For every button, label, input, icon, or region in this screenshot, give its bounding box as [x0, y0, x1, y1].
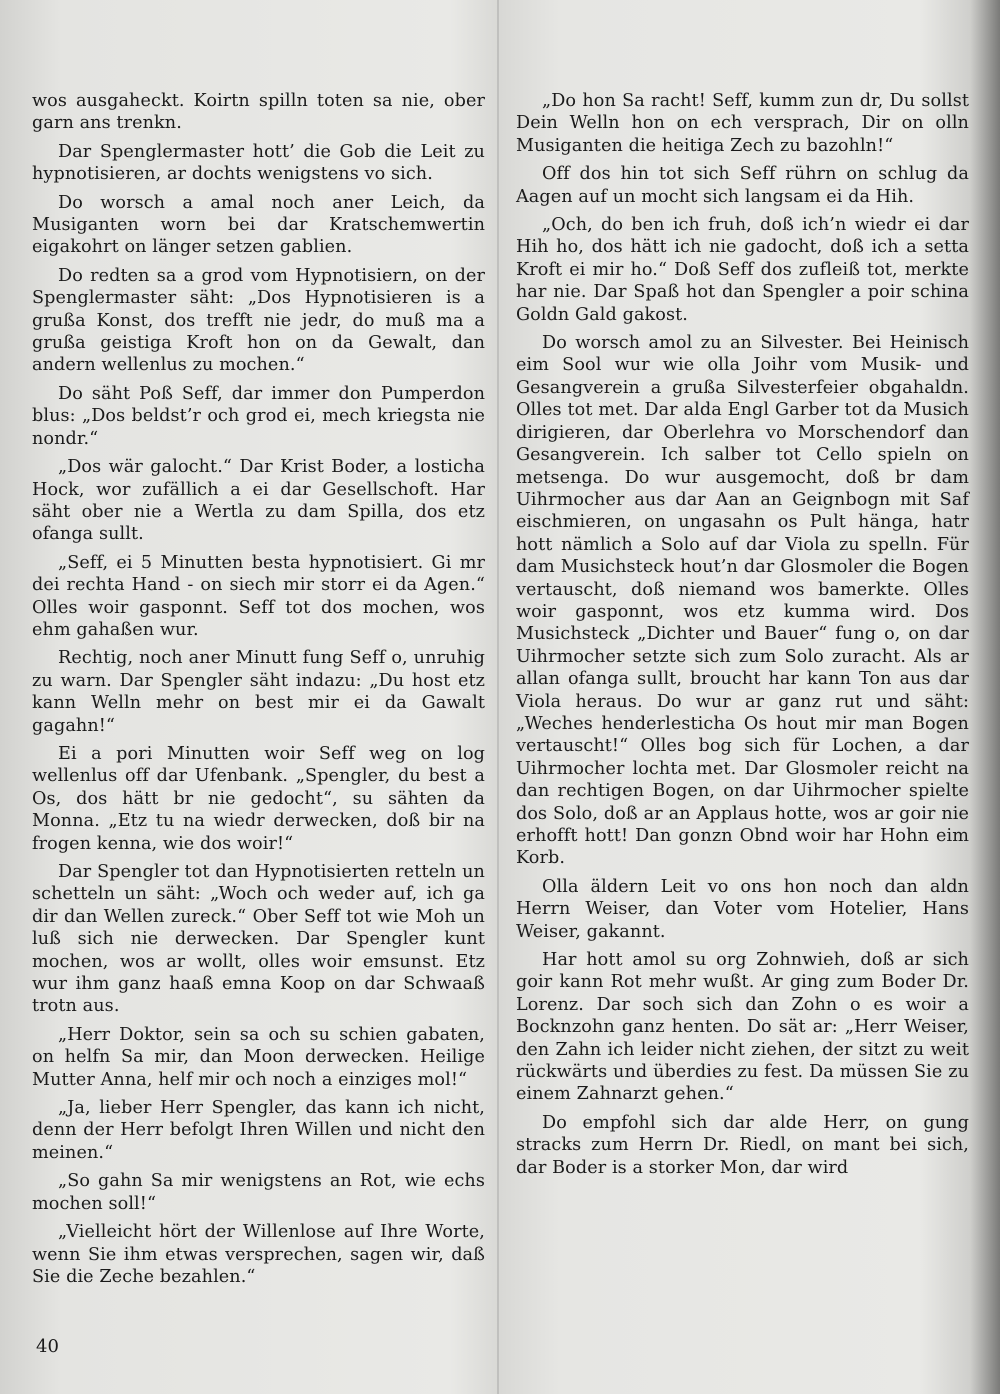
paragraph: „Ja, lieber Herr Spengler, das kann ich nicht, denn der Herr befolgt Ihren Willen und nicht den meinen.“: [32, 1098, 485, 1163]
paragraph: „Do hon Sa racht! Seff, kumm zun dr, Du sollst Dein Welln hon on ech versprach, Dir on olln Musiganten die heitiga Zech zu bazohln!“: [516, 91, 969, 156]
paragraph: „Vielleicht hört der Willenlose auf Ihre Worte, wenn Sie ihm etwas versprechen, sagen wir, daß Sie die Zeche bezahlen.“: [32, 1222, 485, 1287]
paragraph: Do worsch amol zu an Silvester. Bei Heinisch eim Sool wur wie olla Joihr vom Musik- und Gesangverein a grußa Silvesterfeier obgahaldn. Olles tot met. Dar alda Engl Garber tot da Musich dirigieren, dar Oberlehra vo Morschendorf dan Gesangverein. Ich salber tot Cello spieln on metsenga. Do wur ausgemocht, doß br dam Uihrmocher aus dar Aan an Geignbogn mit Saf eischmieren, on ungasahn os Pult hänga, hatr hott nämlich a Solo auf dar Viola zu spelln. Für dam Musichsteck hout’n dar Glosmoler die Bogen vertauscht, doß niemand wos bamerkte. Olles woir gasponnt, wos etz kumma wird. Dos Musichsteck „Dichter und Bauer“ fung o, on dar Uihrmocher setzte sich zum Solo zuracht. Als ar allan ofanga sullt, broucht har kann Ton aus dar Viola heraus. Do wur ar ganz rut und säht: „Weches henderlesticha Os hout mir man Bogen vertauscht!“ Olles bog sich für Lochen, a dar Uihrmocher lochta met. Dar Glosmoler reicht na dan rechtigen Bogen, on dar Uihrmocher spielte dos Solo, doß ar an Applaus hotte, wos ar goir nie erhofft hott! Dan gonzn Obnd woir har Hohn eim Korb.: [516, 333, 969, 869]
paragraph: wos ausgaheckt. Koirtn spilln toten sa nie, ober garn ans trenkn.: [32, 91, 485, 134]
paragraph: „Seff, ei 5 Minutten besta hypnotisiert. Gi mr dei rechta Hand - on siech mir storr ei da Agen.“ Olles woir gasponnt. Seff tot dos mochen, wos ehm gahaßen wur.: [32, 552, 485, 640]
right-column: [516, 90, 969, 1185]
paragraph: Do worsch a amal noch aner Leich, da Musiganten worn bei dar Kratschemwertin eigakohrt on länger setzen gablien.: [32, 192, 485, 258]
paragraph: „So gahn Sa mir wenigstens an Rot, wie echs mochen soll!“: [32, 1171, 485, 1214]
page-number: 40: [36, 1336, 59, 1357]
paragraph: „Dos wär galocht.“ Dar Krist Boder, a losticha Hock, wor zufällich a ei dar Gesellschoft. Har säht ober nie a Wertla zu dam Spilla, dos etz ofanga sullt.: [32, 457, 485, 545]
left-column: [32, 90, 485, 1294]
paragraph: Dar Spenglermaster hott’ die Gob die Leit zu hypnotisieren, ar dochts wenigstens vo sich.: [32, 141, 485, 185]
paragraph: Rechtig, noch aner Minutt fung Seff o, unruhig zu warn. Dar Spengler säht indazu: „Du host etz kann Welln mehr on best mir ei da Gawalt gagahn!“: [32, 648, 485, 736]
paragraph: Off dos hin tot sich Seff rührn on schlug da Aagen auf un mocht sich langsam ei da Hih.: [516, 164, 969, 207]
paragraph: Har hott amol su org Zohnwieh, doß ar sich goir kann Rot mehr wußt. Ar ging zum Boder Dr. Lorenz. Dar soch sich dan Zohn o es woir a Bocknzohn ganz henten. Do sät ar: „Herr Weiser, den Zahn ich leider nicht ziehen, der sitzt zu weit rückwärts und überdies zu fest. Da müssen Sie zu einem Zahnarzt gehen.“: [516, 950, 969, 1105]
paragraph: Ei a pori Minutten woir Seff weg on log wellenlus off dar Ufenbank. „Spengler, du best a Os, dos hätt br nie gedocht“, su sähten da Monna. „Etz tu na wiedr derwecken, doß bir na frogen kenna, wie dos woir!“: [32, 743, 485, 854]
paragraph: Dar Spengler tot dan Hypnotisierten retteln un schetteln un säht: „Woch och weder auf, ich ga dir dan Wellen zureck.“ Ober Seff tot wie Moh un luß sich nie derwecken. Dar Spengler kunt mochen, wos ar wollt, olles woir emsunst. Etz wur ihm ganz haaß emna Koop on dar Schwaaß trotn aus.: [32, 862, 485, 1017]
page-gutter: [497, 0, 499, 1394]
paragraph: Do säht Poß Seff, dar immer don Pumperdon blus: „Dos beldst’r och grod ei, mech kriegsta nie nondr.“: [32, 383, 485, 449]
paragraph: Olla äldern Leit vo ons hon noch dan aldn Herrn Weiser, dan Voter vom Hotelier, Hans Weiser, gakannt.: [516, 876, 969, 942]
paragraph: Do redten sa a grod vom Hypnotisiern, on der Spenglermaster säht: „Dos Hypnotisieren is a grußa Konst, dos trefft nie jedr, do muß ma a grußa geistiga Kroft hon on da Gewalt, dan andern wellenlus zu mochen.“: [32, 265, 485, 376]
paragraph: „Herr Doktor, sein sa och su schien gabaten, on helfn Sa mir, dan Moon derwecken. Heilige Mutter Anna, helf mir och noch a einziges mol!“: [32, 1024, 485, 1090]
paragraph: Do empfohl sich dar alde Herr, on gung stracks zum Herrn Dr. Riedl, on mant bei sich, dar Boder is a storker Mon, dar wird: [516, 1112, 969, 1178]
paragraph: „Och, do ben ich fruh, doß ich’n wiedr ei dar Hih ho, dos hätt ich nie gadocht, doß ich a setta Kroft ei mir ho.“ Doß Seff dos zufleiß tot, merkte har nie. Dar Spaß hot dan Spengler a poir schina Goldn Gald gakost.: [516, 215, 969, 325]
